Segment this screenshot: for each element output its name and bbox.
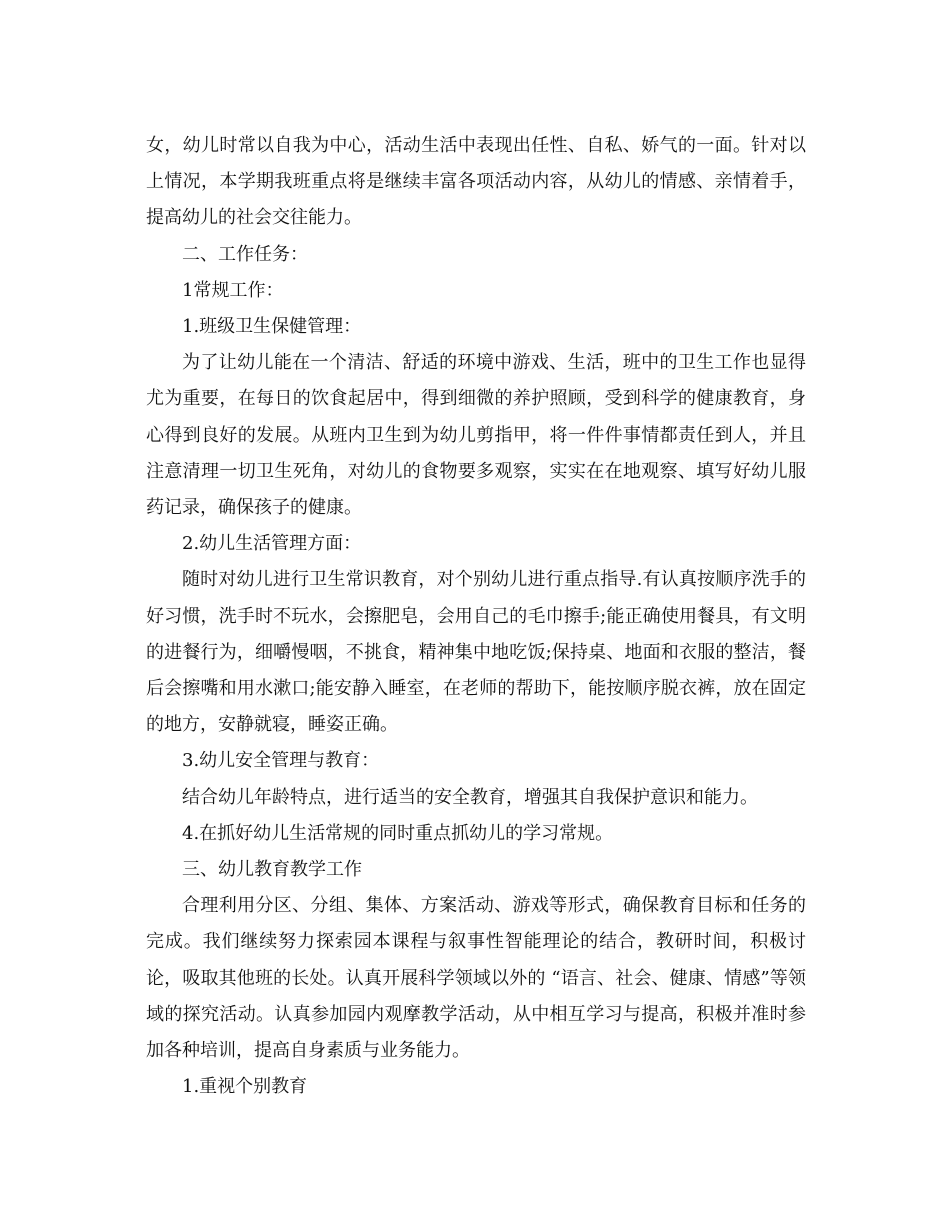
paragraph-study-routine: 4.在抓好幼儿生活常规的同时重点抓幼儿的学习常规。 [182,822,614,844]
heading-work-tasks: 二、工作任务： [182,243,308,265]
paragraph-class-hygiene: 为了让幼儿能在一个清洁、舒适的环境中游戏、生活，班中的卫生工作也显得尤为重要，在每日的饮食起居中，得到细微的养护照顾，受到科学的健康教育，身心得到良好的发展。从班内卫生到为幼儿剪指甲，将一件件事情都责任到人，并且注意清理一切卫生死角，对幼儿的食物要多观察，实实在在地观察、填写好幼儿服药记录，确保孩子的健康。 [146,352,806,519]
paragraph-life-management: 随时对幼儿进行卫生常识教育，对个别幼儿进行重点指导.有认真按顺序洗手的好习惯，洗手时不玩水，会擦肥皂，会用自己的毛巾擦手;能正确使用餐具，有文明的进餐行为，细嚼慢咽，不挑食，精神集中地吃饭;保持桌、地面和衣服的整洁，餐后会擦嘴和用水漱口;能安静入睡室，在老师的帮助下，能按顺序脱衣裤，放在固定的地方，安静就寝，睡姿正确。 [146,569,806,736]
paragraph-safety-management: 结合幼儿年龄特点，进行适当的安全教育，增强其自我保护意识和能力。 [182,786,758,808]
subheading-routine-work: 1常规工作： [182,279,284,301]
paragraph-teaching-work: 合理利用分区、分组、集体、方案活动、游戏等形式，确保教育目标和任务的完成。我们继续努力探索园本课程与叙事性智能理论的结合，教研时间，积极讨论，吸取其他班的长处。认真开展科学领域以外的 “语言、社会、健康、情感”等领域的探究活动。认真参加园内观摩教学活动，从中相互学习与提高，积极并准时参加各种培训，提高自身素质与业务能力。 [146,895,806,1062]
subheading-safety-management: 3.幼儿安全管理与教育： [182,750,380,772]
paragraph-continuation: 女，幼儿时常以自我为中心，活动生活中表现出任性、自私、娇气的一面。针对以上情况，本学期我班重点将是继续丰富各项活动内容，从幼儿的情感、亲情着手，提高幼儿的社会交往能力。 [146,135,806,229]
subheading-life-management: 2.幼儿生活管理方面： [182,533,362,555]
subheading-class-hygiene: 1.班级卫生保健管理： [182,316,362,338]
heading-teaching-work: 三、幼儿教育教学工作 [182,859,362,881]
document-body [146,128,806,1105]
subheading-individual-education: 1.重视个别教育 [182,1076,308,1098]
